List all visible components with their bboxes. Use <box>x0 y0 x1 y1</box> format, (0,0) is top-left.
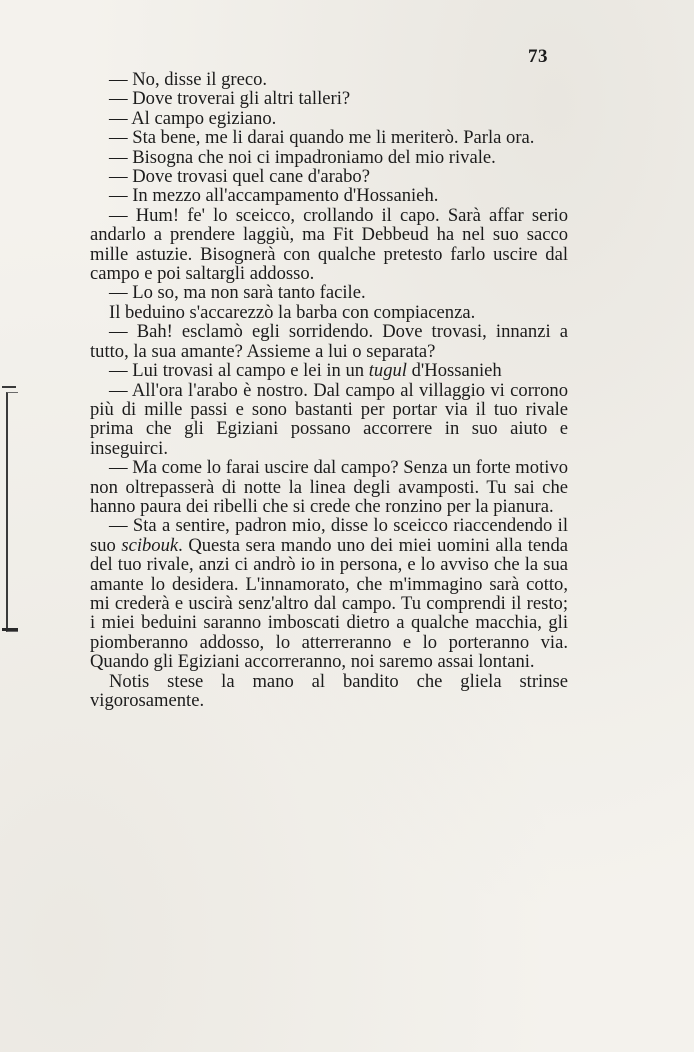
paragraph: — Hum! fe' lo sceicco, crollando il capo. Sarà affar serio andarlo a prendere laggiù, ma Fit Debbeud ha nel suo sacco mille astuzie. Bisognerà con qualche pretesto farlo uscire dal campo e poi saltargli addosso. <box>90 204 568 285</box>
paragraph: — Dove trovasi quel cane d'arabo? <box>109 166 370 188</box>
body-text <box>90 70 568 710</box>
paragraph <box>90 361 568 380</box>
paragraph: — In mezzo all'accampamento d'Hossanieh. <box>109 185 439 207</box>
paragraph: — Dove troverai gli altri talleri? <box>109 88 351 110</box>
text-run: — Sta a sentire, padron mio, disse lo sceicco riaccendendo il suo <box>90 515 568 556</box>
paragraph: — Ma come lo farai uscire dal campo? Senza un forte motivo non oltrepasserà di notte la linea degli avamposti. Tu sai che hanno paura dei ribelli che si crede che ronzino per la pianura. <box>90 457 568 517</box>
italic-word: tugul <box>368 360 407 382</box>
margin-bracket-bottom <box>2 628 18 631</box>
paragraph: Il beduino s'accarezzò la barba con compiacenza. <box>109 301 476 323</box>
paragraph: Notis stese la mano al bandito che gliela strinse vigorosamente. <box>90 670 568 711</box>
paragraph: — Al campo egiziano. <box>109 107 277 129</box>
margin-bracket-mark <box>6 392 18 632</box>
paragraph: — Bisogna che noi ci impadroniamo del mio rivale. <box>109 146 496 168</box>
paragraph <box>90 516 568 671</box>
paragraph: — Bah! esclamò egli sorridendo. Dove trovasi, innanzi a tutto, la sua amante? Assieme a lui o separata? <box>90 321 568 362</box>
margin-bracket-top <box>2 386 16 388</box>
paragraph: — No, disse il greco. <box>109 69 268 90</box>
paragraph: — All'ora l'arabo è nostro. Dal campo al villaggio vi corrono più di mille passi e sono bastanti per portar via il tuo rivale prima che gli Egiziani possano accorrere in suo aiuto e inseguirci. <box>90 379 568 459</box>
page-number: 73 <box>528 46 548 67</box>
text-run: d'Hossanieh <box>406 360 502 382</box>
paragraph: — Sta bene, me li darai quando me li meriterò. Parla ora. <box>109 127 535 149</box>
italic-word: scibouk <box>121 534 179 556</box>
text-run: — Lui trovasi al campo e lei in un <box>109 360 369 382</box>
text-run: . Questa sera mando uno dei miei uomini alla tenda del tuo rivale, anzi ci andrò io in persona, e lo avviso che la sua amante lo desidera. L'innamorato, che m'immagino sarà cotto, mi crederà e uscirà senz'altro dal campo. Tu comprendi il resto; i miei beduini saranno imboscati dietro a qualche macchia, gli piomberanno addosso, lo atterreranno e lo porteranno via. Quando gli Egiziani accorreranno, noi saremo assai lontani. <box>90 534 568 673</box>
paragraph: — Lo so, ma non sarà tanto facile. <box>109 282 366 304</box>
